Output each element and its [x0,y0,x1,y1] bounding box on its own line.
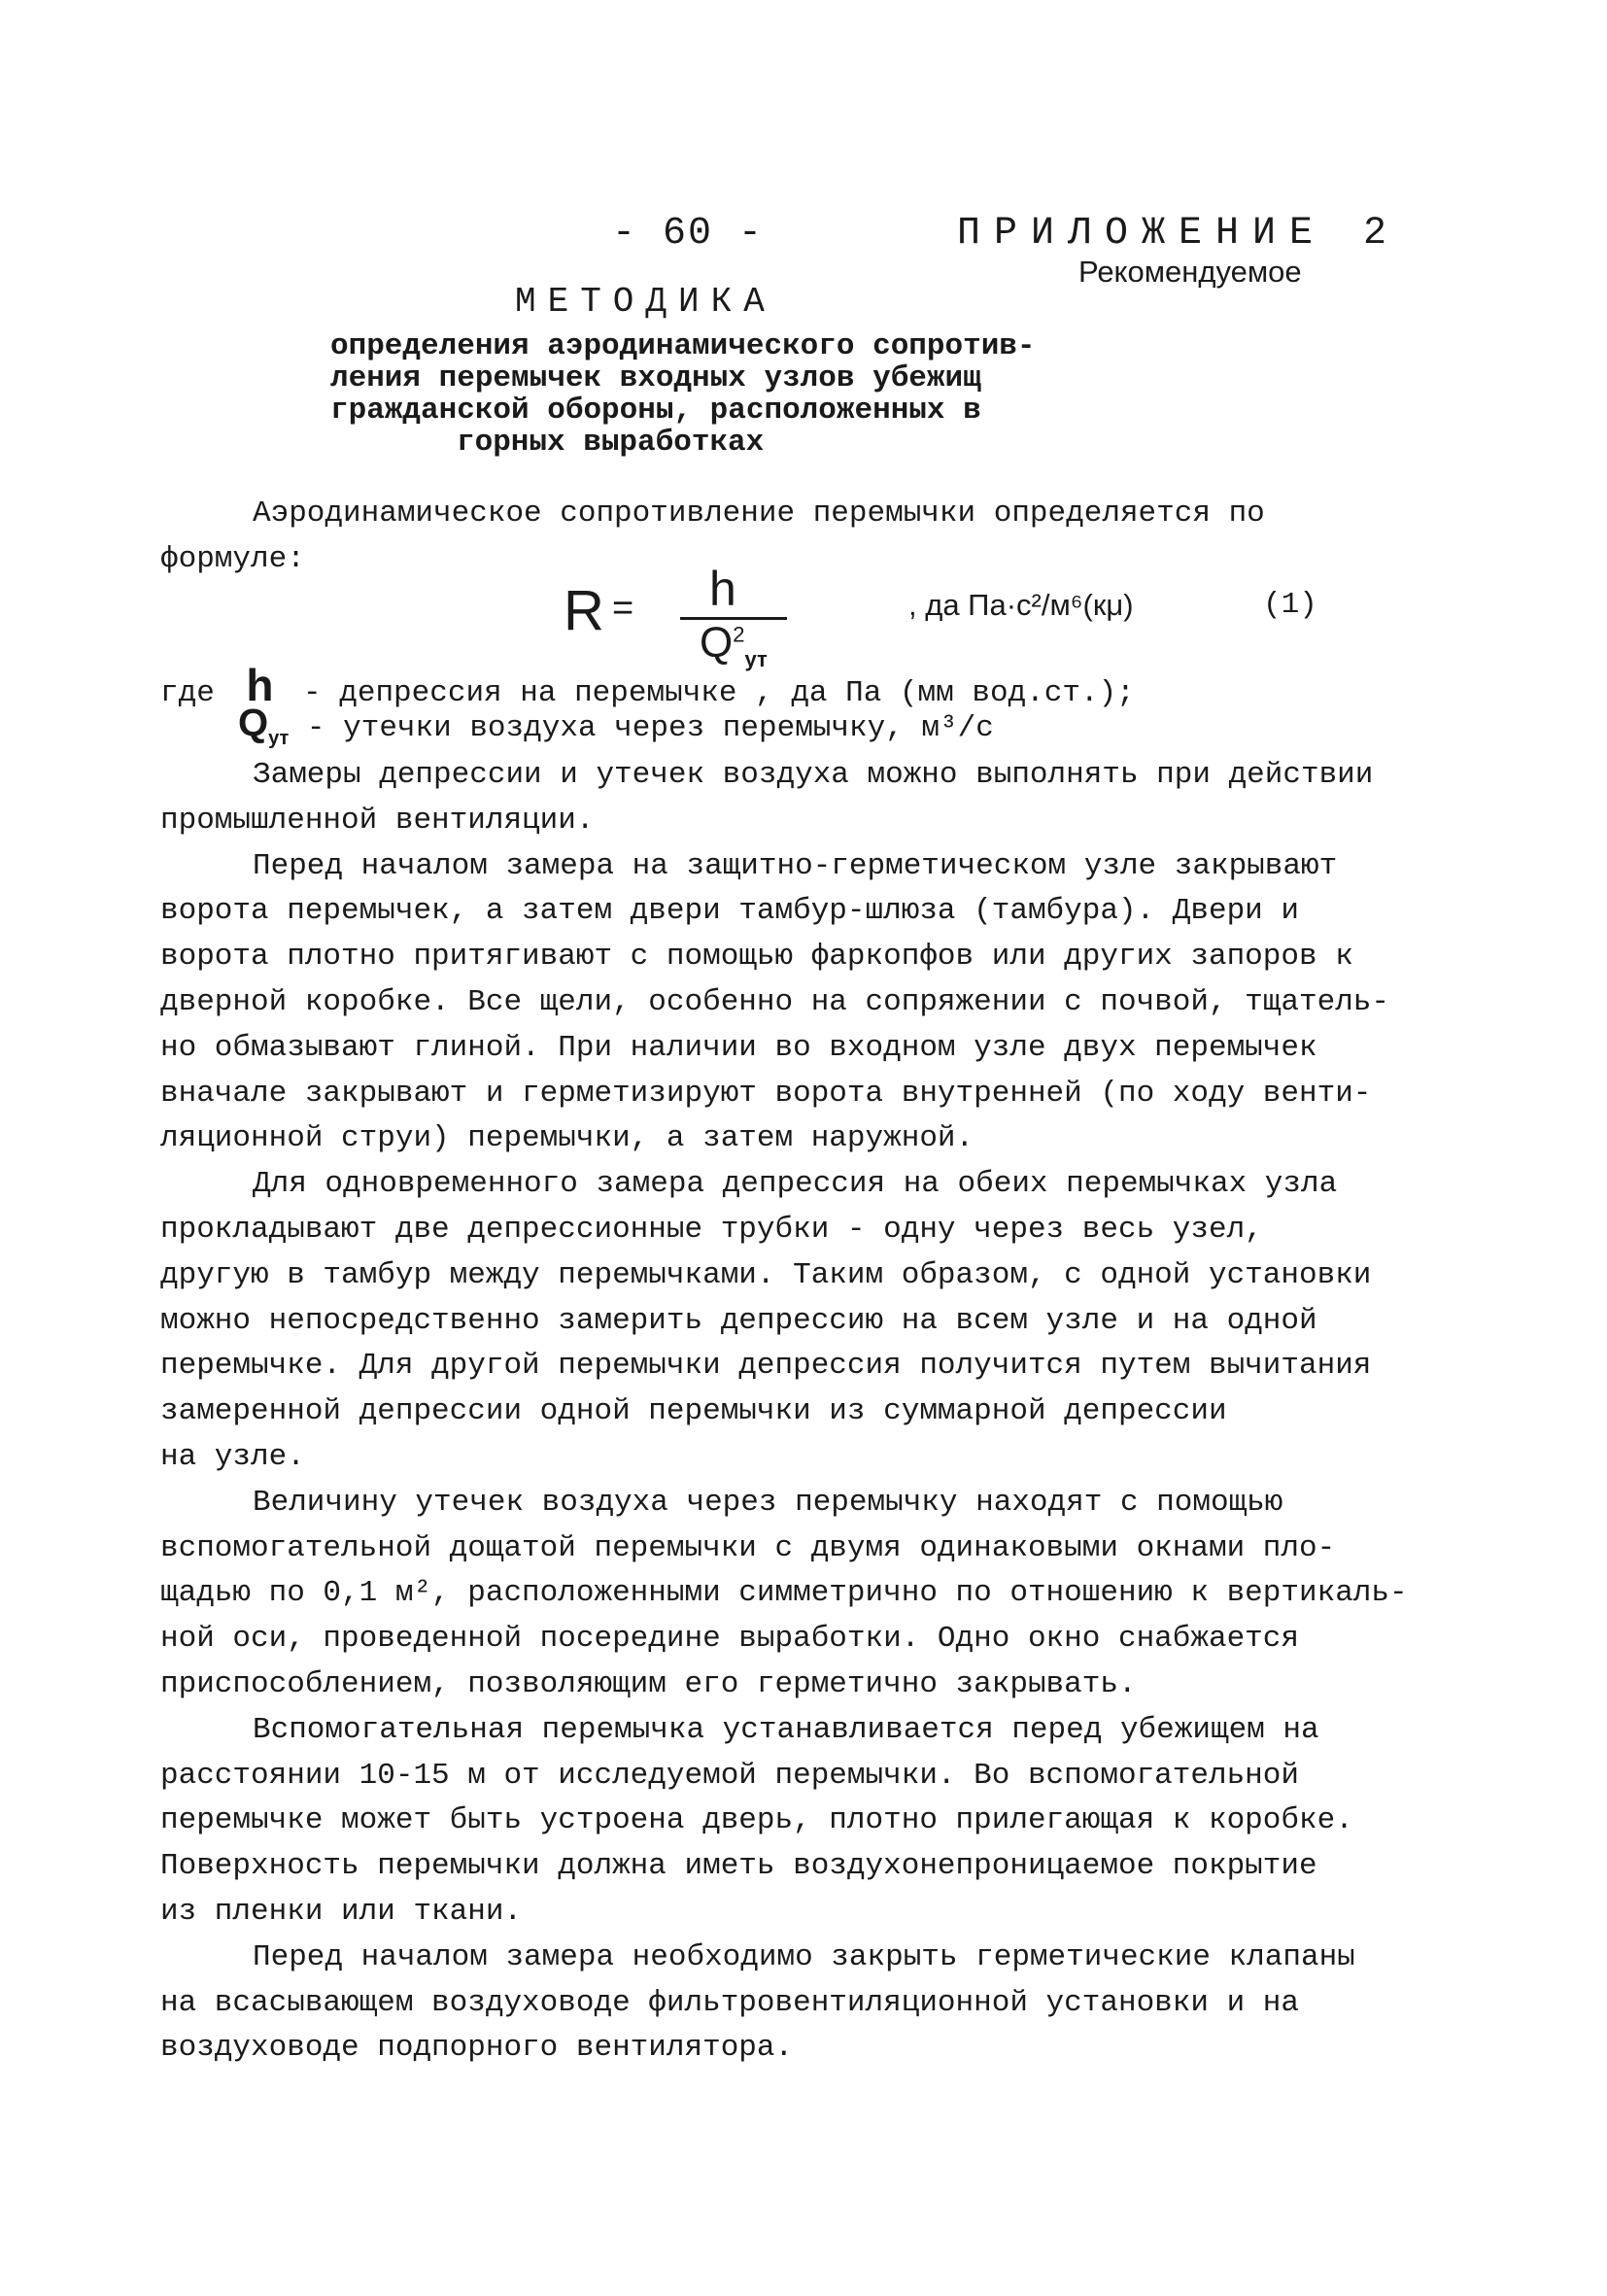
page-number: - 60 - [612,212,765,256]
paragraph-line: перемычке может быть устроена дверь, плотно прилегающая к коробке. [160,1803,1353,1838]
q-letter: Q [238,702,269,744]
paragraph-line: дверной коробке. Все щели, особенно на сопряжении с почвой, тщатель- [160,984,1390,1019]
paragraph [160,1936,1462,2072]
paragraph-line: перемычке. Для другой перемычки депрессия получится путем вычитания [160,1349,1372,1384]
paragraph [160,1162,1462,1481]
denominator-symbol: Q [700,619,734,667]
formula-equals: = [612,588,634,629]
document-subtitle [330,330,1108,459]
paragraph-line: воздуховоде подпорного вентилятора. [160,2031,794,2066]
paragraph-line: вспомогательной дощатой перемычки с двумя одинаковыми окнами пло- [160,1530,1336,1565]
paragraph-line: ляционной струи) перемычки, а затем наружной. [160,1121,974,1156]
paragraph-line: Вспомогательная перемычка устанавливается перед убежищем на [253,1712,1319,1747]
q-subscript: ут [268,728,290,749]
where-label: где [160,676,215,710]
h-definition: - депрессия на перемычке , да Па (мм вод.ст.); [303,676,1135,710]
formula [564,562,1341,671]
paragraph [160,753,1462,844]
paragraph-line: щадью по 0,1 м², расположенными симметрично по отношению к вертикаль- [160,1576,1408,1611]
definition-q [238,702,994,750]
paragraph-line: ворота плотно притягивают с помощью фаркопфов или других запоров к [160,940,1353,975]
paragraph-line: Перед началом замера на защитно-герметическом узле закрывают [253,848,1338,883]
body-paragraphs [160,753,1462,2072]
subtitle-line: определения аэродинамического сопротив- [330,329,1036,363]
paragraph-line: на узле. [160,1439,305,1474]
paragraph-line: замеренной депрессии одной перемычки из суммарной депрессии [160,1394,1227,1429]
paragraph-line: прокладывают две депрессионные трубки - одну через весь узел, [160,1212,1263,1247]
paragraph-line: приспособлением, позволяющим его герметично закрывать. [160,1666,1137,1701]
appendix-label: ПРИЛОЖЕНИЕ 2 [957,212,1401,256]
denominator-exponent: 2 [733,622,745,647]
paragraph-line: Перед началом замера необходимо закрыть герметические клапаны [253,1939,1355,1974]
paragraph-line: можно непосредственно замерить депрессию на всем узле и на одной [160,1303,1317,1338]
h-symbol: h [246,660,274,710]
paragraph-line: Величину утечек воздуха через перемычку находят с помощью [253,1485,1283,1520]
subtitle-line: горных выработках [457,426,765,460]
paragraph-line: вначале закрывают и герметизируют ворота внутренней (по ходу венти- [160,1076,1372,1111]
q-symbol [238,702,290,749]
paragraph [160,1708,1462,1936]
paragraph-line: но обмазывают глиной. При наличии во входном узле двух перемычек [160,1030,1317,1065]
paragraph-line: промышленной вентиляции. [160,803,595,838]
paragraph [160,1481,1462,1708]
paragraph-line: ной оси, проведенной посередине выработки. Одно окно снабжается [160,1622,1299,1657]
status-label: Рекомендуемое [1078,255,1302,289]
formula-numerator: h [709,562,736,616]
q-definition: - утечки воздуха через перемычку, м³/с [306,711,994,745]
intro-line: Аэродинамическое сопротивление перемычки определяется по [253,497,1265,531]
paragraph-line: из пленки или ткани. [160,1894,523,1929]
paragraph-line: на всасывающем воздуховоде фильтровентиляционной установки и на [160,1985,1299,2020]
equation-number: (1) [1263,588,1317,622]
paragraph-line: ворота перемычек, а затем двери тамбур-шлюза (тамбура). Двери и [160,894,1299,929]
paragraph-line: Замеры депрессии и утечек воздуха можно выполнять при действии [253,758,1374,792]
subtitle-line: ления перемычек входных узлов убежищ [330,361,981,395]
paragraph-line: расстоянии 10-15 м от исследуемой перемычки. Во вспомогательной [160,1758,1299,1793]
page-title: МЕТОДИКА [515,282,776,322]
paragraph-line: Для одновременного замера депрессия на обеих перемычках узла [253,1167,1338,1202]
paragraph [160,844,1462,1163]
paragraph-line: другую в тамбур между перемычками. Таким образом, с одной установки [160,1257,1372,1292]
formula-units: , да Па·с²/м⁶(кμ) [908,588,1134,622]
subtitle-line: гражданской обороны, расположенных в [330,394,981,428]
formula-lhs: R [564,579,604,642]
intro-line: формуле: [160,542,305,576]
paragraph-line: Поверхность перемычки должна иметь воздухонепроницаемое покрытие [160,1849,1317,1884]
denominator-subscript: ут [744,646,768,671]
